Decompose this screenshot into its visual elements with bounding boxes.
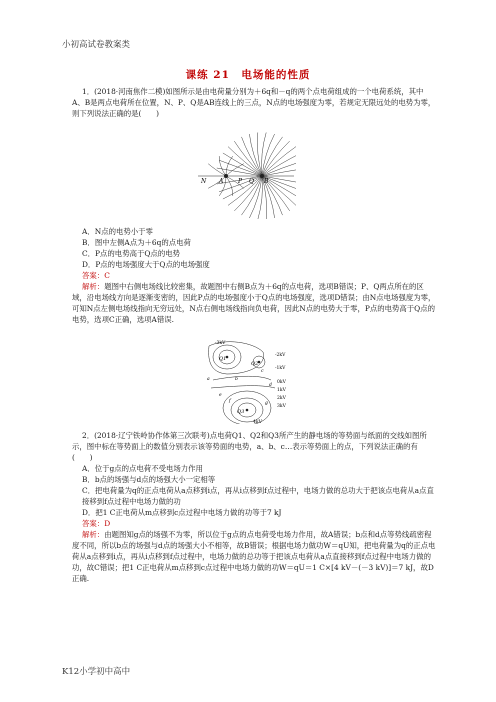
charge-a-dot (224, 174, 228, 178)
q2-option-a: A．位于g点的点电荷不受电场力作用 (82, 464, 203, 473)
point-label: a (207, 377, 210, 382)
field-line (219, 156, 226, 176)
field-line (262, 147, 296, 176)
q1-analysis-text: 题图中右侧电场线比较密集，故题图中右侧B点为＋6q的点电荷，选项B错误；P、Q两点所在的区域，沿电场线方向是逐渐变密的，因此P点的电场强度小于Q点的电场强度，选项D错误；由N点电场强度为零，可知N点左侧电场线指向无穷远处，N点右侧电场线指向负电荷，因此N点的电势大于零，P点的电势高于Q点的电势，选项C正确，选项A错误. (72, 282, 436, 324)
q2-option-c: C．把电荷量为q的正点电荷从a点移到i点，再从i点移到f点过程中，电场力做的总功大于把该点电荷从a点直接移到f点过程中电场力做的功 (82, 486, 434, 506)
field-line (262, 153, 296, 176)
field-line (262, 133, 267, 177)
q2-analysis-text: 由题图知g点的场强不为零，所以位于g点的点电荷受电场力作用，故A错误；b点和d点等势线疏密程度不同，所以b点的场强与d点的场强大小不相等，故B错误；根据电场力做功W＝qU知，把电荷量为q的正点电荷从a点移到i点，再从i点移到f点过程中，电场力做的总功等于把该点电荷从a点直接移到f点过程中电场力做的功，故C错误；把1 C正电荷从m点移到c点过程中电场力做的功W＝qU＝1 C×[4 kV－(－3 kV)]＝7 kJ，故D正确. (72, 530, 436, 583)
q1-answer-value: C (104, 271, 110, 280)
q1-option-b: B．图中左侧A点为＋6q的点电荷 (82, 238, 191, 247)
level-label: 4kV (253, 420, 262, 424)
level-label: -1kV (275, 366, 286, 371)
label-a: A (219, 178, 224, 185)
q1-analysis (72, 281, 436, 325)
field-line (208, 164, 226, 176)
q2-answer-value: D (104, 519, 111, 528)
point-label: f (229, 399, 231, 404)
page-footer: K12小学初中高中 (62, 667, 131, 677)
q1-option-d: D．P点的电场强度大于Q点的电场强度 (82, 260, 210, 269)
q2-analysis-label: 解析： (82, 530, 105, 539)
level-label: 3kV (277, 404, 286, 409)
label-b: B (264, 178, 269, 185)
q2-option-b: B．b点的场强与d点的场强大小一定相等 (82, 475, 216, 484)
field-line (226, 164, 244, 176)
q1-field-lines-figure (196, 127, 296, 219)
level-label: 0kV (277, 380, 286, 385)
field-line (219, 160, 262, 176)
q2-answer-label: 答案： (82, 519, 105, 528)
q1-answer (82, 270, 436, 281)
q2-analysis (72, 529, 436, 584)
q2-answer (82, 518, 436, 529)
label-q: Q (249, 178, 254, 185)
point-label: e (219, 393, 222, 398)
q2-stem: 2．(2018·辽宁铁岭协作体第三次联考)点电荷Q1、Q2和Q3所产生的静电场的等势面与纸面的交线如图所示，图中标在等势面上的数值分别表示该等势面的电势，a、b、c…表示等势面上的点，下列说法正确的有( ) (72, 431, 427, 462)
field-line (258, 176, 263, 219)
charge-q2-label: Q2 (251, 361, 259, 367)
q2-option-d: D．把1 C正电荷从m点移到c点过程中电场力做的功等于7 kJ (82, 508, 282, 517)
q1-option-a: A．N点的电势小于零 (82, 227, 153, 236)
level-label: 2kV (277, 396, 286, 401)
charge-q3-label: Q3 (237, 409, 245, 415)
lesson-title: 课练 21 电场能的性质 (185, 69, 311, 81)
point-label: c (261, 369, 264, 374)
field-line (257, 133, 262, 177)
point-label: d (269, 383, 272, 388)
field-line (262, 137, 283, 176)
point-label: b (235, 377, 238, 382)
charge-q1-label: Q1 (219, 356, 227, 362)
q2-equipotential-figure (205, 340, 297, 424)
level-label: 1kV (277, 388, 286, 393)
field-line (228, 147, 262, 176)
level-label: -2kV (275, 353, 286, 358)
label-p: P (238, 178, 243, 185)
q1-stem: 1．(2018·河南焦作二模)如图所示是由电荷量分别为＋6q和－q的两个点电荷组成的一个电荷系统，其中A、B是两点电荷所在位置，N、P、Q是AB连线上的三点，N点的电场强度为零，若规定无限远处的电势为零，则下列说法正确的是( ) (72, 87, 436, 118)
field-line (226, 176, 233, 196)
label-n: N (201, 178, 207, 185)
level-label: -3kV (215, 341, 226, 346)
q1-option-c: C．P点的电势高于Q点的电势 (82, 249, 180, 258)
q1-answer-label: 答案： (82, 271, 105, 280)
q1-analysis-label: 解析： (82, 282, 105, 291)
point-label: g (265, 401, 268, 406)
page-header: 小初高试卷教案类 (62, 40, 131, 50)
